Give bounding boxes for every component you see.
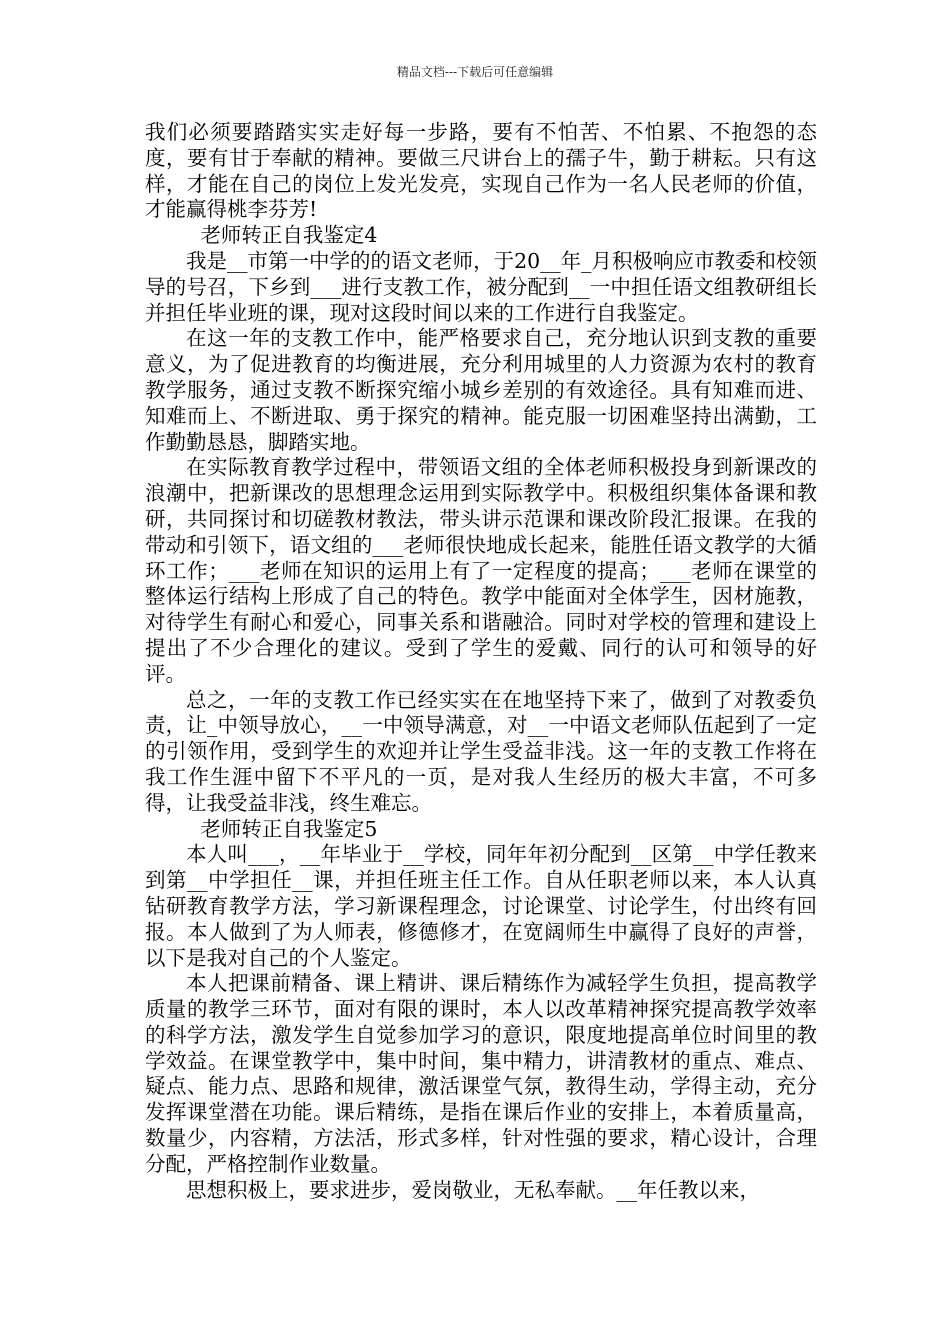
section-heading-5: 老师转正自我鉴定5 [200,816,378,841]
paragraph-teaching: 在实际教育教学过程中，带领语文组的全体老师积极投身到新课改的浪潮中，把新课改的思想理念运用到实际教学中。积极组织集体备课和教研，共同探讨和切磋教材教法，带头讲示范课和课改阶段汇报课。在我的带动和引领下，语文组的___老师很快地成长起来，能胜任语文教学的大循环工作；___老师在知识的运用上有了一定程度的提高；___老师在课堂的整体运行结构上形成了自己的特色。教学中能面对全体学生，因材施教，对待学生有耐心和爱心，同事关系和谐融洽。同时对学校的管理和建设上提出了不少合理化的建议。受到了学生的爱戴、同行的认可和领导的好评。 [145,455,817,686]
paragraph-methods: 本人把课前精备、课上精讲、课后精练作为减轻学生负担，提高教学质量的教学三环节，面对有限的课时，本人以改革精神探究提高教学效率的科学方法，激发学生自觉参加学习的意识，限度地提高单位时间里的教学效益。在课堂教学中，集中时间，集中精力，讲清教材的重点、难点、疑点、能力点、思路和规律，激活课堂气氛，教得生动，学得主动，充分发挥课堂潜在功能。课后精练，是指在课后作业的安排上，本着质量高，数量少，内容精，方法活，形式多样，针对性强的要求，精心设计，合理分配，严格控制作业数量。 [145,971,817,1176]
paragraph-summary: 总之，一年的支教工作已经实实在在地坚持下来了，做到了对教委负责，让_中领导放心，__一中领导满意，对__一中语文老师队伍起到了一定的引领作用，受到学生的欢迎并让学生受益非浅。这一年的支教工作将在我工作生涯中留下不平凡的一页，是对我人生经历的极大丰富，不可多得，让我受益非浅，终生难忘。 [145,687,817,815]
page-header: 精品文档---下载后可任意编辑 [396,65,554,79]
paragraph-continuation: 我们必须要踏踏实实走好每一步路，要有不怕苦、不怕累、不抱怨的态度，要有甘于奉献的精神。要做三尺讲台上的孺子牛，勤于耕耘。只有这样，才能在自己的岗位上发光发亮，实现自己作为一名人民老师的价值，才能赢得桃李芬芳! [145,120,817,222]
paragraph-intro: 我是__市第一中学的的语文老师，于20__年_月积极响应市教委和校领导的号召，下乡到___进行支教工作，被分配到__一中担任语文组教研组长并担任毕业班的课，现对这段时间以来的工作进行自我鉴定。 [145,248,817,325]
document-body [145,120,817,1203]
paragraph-self-intro: 本人叫___，__年毕业于__学校，同年年初分配到__区第__中学任教来到第__中学担任__课，并担任班主任工作。自从任职老师以来，本人认真钻研教育教学方法，学习新课程理念，讨论课堂、讨论学生，付出终有回报。本人做到了为人师表，修德修才，在宽阔师生中赢得了良好的声誉，以下是我对自己的个人鉴定。 [145,842,817,970]
section-heading-4: 老师转正自我鉴定4 [200,223,378,248]
paragraph-attitude: 在这一年的支教工作中，能严格要求自己，充分地认识到支教的重要意义，为了促进教育的均衡进展，充分利用城里的人力资源为农村的教育教学服务，通过支教不断探究缩小城乡差别的有效途径。具有知难而进、知难而上、不断进取、勇于探究的精神。能克服一切困难坚持出满勤，工作勤勤恳恳，脚踏实地。 [145,326,817,454]
paragraph-ideology: 思想积极上，要求进步，爱岗敬业，无私奉献。__年任教以来， [186,1177,760,1202]
